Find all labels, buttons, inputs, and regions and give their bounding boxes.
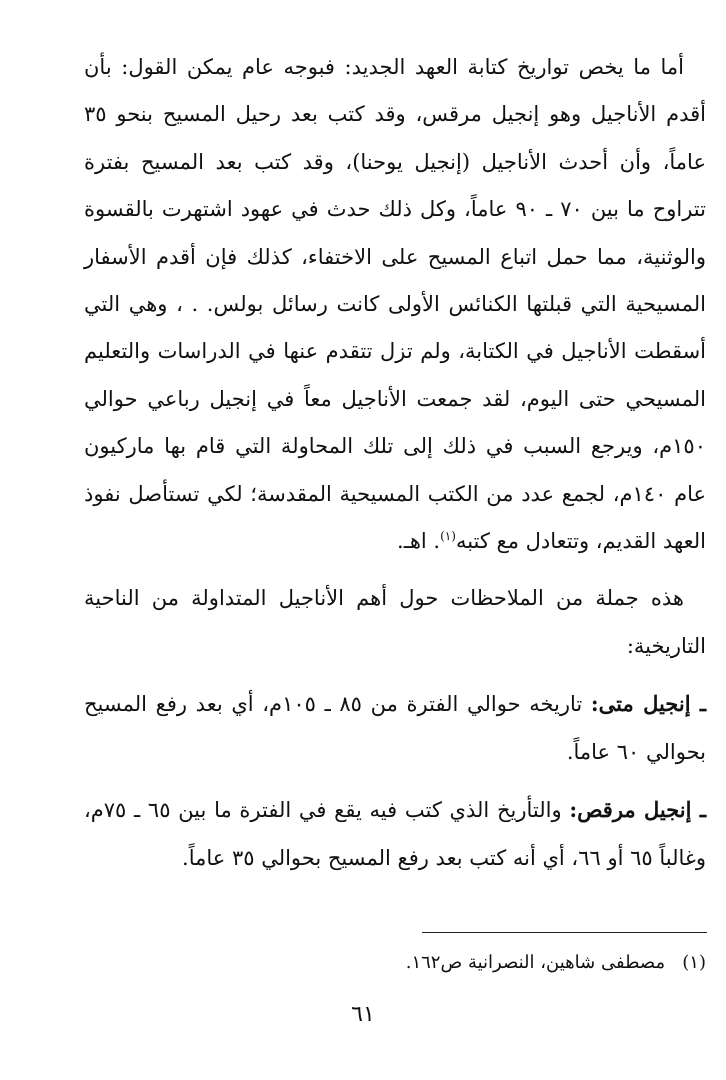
list-item-gospel-mark [84,786,706,882]
footnote-divider [422,932,707,933]
gospel-mark-label: ـ إنجيل مرقص: [569,797,706,823]
list-item-gospel-matthew [84,680,706,776]
paragraph-text: أما ما يخص تواريخ كتابة العهد الجديد: فبوجه عام يمكن القول: بأن أقدم الأناجيل وهو إنجيل مرقس، وقد كتب بعد رحيل المسيح بنحو ٣٥ عاماً، وأن أحدث الأناجيل (إنجيل يوحنا)، وقد كتب بعد المسيح بفترة تتراوح ما بين ٧٠ ـ ٩٠ عاماً، وكل ذلك حدث في عهود اشتهرت بالقسوة والوثنية، مما حمل اتباع المسيح على الاختفاء، كذلك فإن أقدم الأسفار المسيحية التي قبلتها الكنائس الأولى كانت رسائل بولس. . ، وهي التي أسقطت الأناجيل في الكتابة، ولم تزل تتقدم عنها في الدراسات والتعليم المسيحي حتى اليوم، لقد جمعت الأناجيل معاً في إنجيل رباعي حوالي ١٥٠م، ويرجع السبب في ذلك إلى تلك المحاولة التي قام بها ماركيون عام ١٤٠م، لجمع عدد من الكتب المسيحية المقدسة؛ لكي تستأصل نفوذ العهد القديم، وتتعادل مع كتبه [84,55,706,554]
footnote-text: مصطفى شاهين، النصرانية ص١٦٢. [405,952,666,973]
footnote [84,948,706,978]
page-number: ٦١ [351,1002,375,1027]
gospel-matthew-label: ـ إنجيل متى: [590,691,706,717]
footnote-reference[interactable]: (١) [440,529,456,544]
footnote-marker: (١) [682,952,706,973]
gospel-matthew-text: تاريخه حوالي الفترة من ٨٥ ـ ١٠٥م، أي بعد رفع المسيح بحوالي ٦٠ عاماً. [84,692,706,764]
paragraph-new-testament-dates [84,44,706,565]
page-body [84,44,706,882]
paragraph-notes-intro: هذه جملة من الملاحظات حول أهم الأناجيل المتداولة من الناحية التاريخية: [84,586,706,658]
gospel-mark-text: والتأريخ الذي كتب فيه يقع في الفترة ما بين ٦٥ ـ ٧٥م، وغالباً ٦٥ أو ٦٦، أي أنه كتب بعد رفع المسيح بحوالي ٣٥ عاماً. [84,798,706,870]
paragraph-ending: . اهـ. [397,529,441,554]
